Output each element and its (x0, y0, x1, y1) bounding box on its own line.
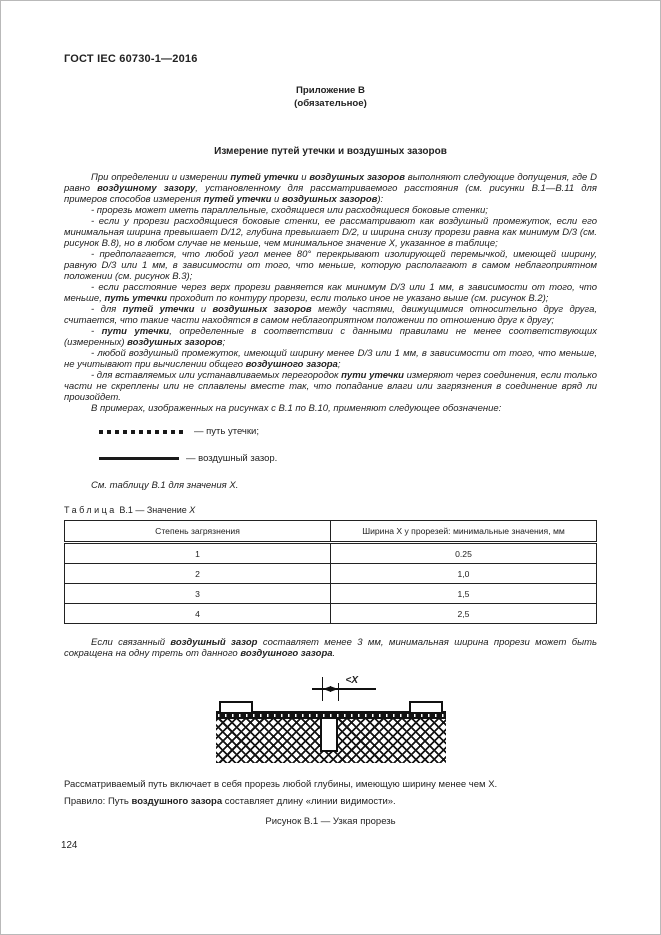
table-cell: 1,0 (331, 564, 597, 584)
conductive-part-left (219, 701, 253, 714)
annex-type: (обязательное) (294, 98, 367, 109)
figure-notes (64, 776, 597, 810)
after-table-text (64, 637, 597, 659)
figure-note-2: Правило: Путь воздушного зазора составляет длину «линии видимости». (64, 796, 396, 807)
see-table-note: См. таблицу В.1 для значения X. (91, 480, 239, 491)
table-caption (64, 505, 597, 515)
solid-line-swatch (99, 457, 179, 460)
annex-label: Приложение В (296, 85, 365, 96)
dimension-line (312, 688, 376, 690)
table-row (65, 604, 597, 624)
extension-line-right (338, 683, 340, 701)
legend-row-creepage (99, 426, 597, 437)
table-cell: 1,5 (331, 584, 597, 604)
paragraph: - если расстояние через верх прорези равняется как минимум D/3 или 1 мм, в зависимости от того, что меньше, путь утечки проходит по контуру прорези, если только иное не указано выше (см. рисунок В.2); (64, 282, 597, 304)
paragraph: - любой воздушный промежуток, имеющий ширину менее D/3 или 1 мм, в зависимости от того, что меньше, не учитывают при вычислении общего воздушного зазора; (64, 348, 597, 370)
paragraph: Если связанный воздушный зазор составляет менее 3 мм, минимальная ширина прорези может быть сокращена на одну треть от данного воздушного зазора. (64, 637, 598, 659)
paragraph: При определении и измерении путей утечки и воздушных зазоров выполняют следующие допущения, где D равно воздушному зазору, установленному для рассматриваемого расстояния (см. рисунки В.1—В.11 для примеров способов измерения путей утечки и воздушных зазоров): (64, 172, 598, 205)
dimension-label: <X (345, 675, 359, 686)
paragraph: - предполагается, что любой угол менее 80° перекрывают изолирующей перемычкой, имеющей ширину, равную D/3 или 1 мм, в зависимости от того, что меньше, которую располагают в самом неблагоприятном положении (см. рисунок В.3); (64, 249, 597, 282)
legend-label-creepage: — путь утечки; (194, 426, 259, 437)
paragraph: - если у прорези расходящиеся боковые стенки, ее рассматривают как воздушный промежуток, если его минимальная ширина превышает D/12, глубина превышает D/2, и ширина снизу прорези равна как минимум D/3 (см. рисунок В.8), но в любом случае не меньше, чем минимальное значение X, указанное в таблице; (64, 216, 597, 249)
paragraph: - для вставляемых или устанавливаемых перегородок пути утечки измеряют через соединения, если только части не скреплены или не сплавлены вместе так, что попадание влаги или загрязнения в соединение вряд ли произойдет. (64, 370, 597, 403)
arrow-right-icon (330, 686, 338, 692)
table-caption-word: Таблица (64, 505, 117, 515)
table-cell: 3 (65, 584, 331, 604)
paragraph: - пути утечки, определенные в соответствии с данными правилами не менее соответствующих (измеренных) воздушных зазоров; (64, 326, 597, 348)
table-row (65, 543, 597, 564)
table-cell: 0.25 (331, 543, 597, 564)
paragraph: - прорезь может иметь параллельные, сходящиеся или расходящиеся боковые стенки; (91, 205, 488, 216)
paragraph: - для путей утечки и воздушных зазоров между частями, движущимися относительно друг друга, считается, что такие части находятся в самом неблагоприятном положении по отношению друг к другу; (64, 304, 597, 326)
page-title: Измерение путей утечки и воздушных зазоров (214, 146, 447, 157)
legend-row-clearance (99, 453, 597, 464)
table-header-pollution-degree: Степень загрязнения (65, 521, 331, 543)
table-row (65, 564, 597, 584)
figure-drawing (216, 701, 446, 763)
dimension-annotation (216, 675, 446, 701)
conductive-part-right (409, 701, 443, 714)
table-cell: 4 (65, 604, 331, 624)
table-cell: 2 (65, 564, 331, 584)
doc-code: ГОСТ IEC 60730-1—2016 (64, 53, 198, 65)
table-cell: 2,5 (331, 604, 597, 624)
figure-note-1: Рассматриваемый путь включает в себя прорезь любой глубины, имеющую ширину менее чем X. (64, 779, 498, 790)
page-number: 124 (61, 840, 78, 851)
legend-label-clearance: — воздушный зазор. (186, 453, 278, 464)
dotted-line-swatch (99, 430, 187, 434)
table-header-row (65, 521, 597, 543)
figure-b1 (216, 675, 446, 763)
narrow-groove (320, 719, 338, 752)
table-b1 (64, 520, 597, 624)
table-row (65, 584, 597, 604)
table-cell: 1 (65, 543, 331, 564)
figure-caption: Рисунок В.1 — Узкая прорезь (265, 816, 396, 827)
table-caption-var: X (189, 505, 196, 515)
table-header-width-x: Ширина X у прорезей: минимальные значения, мм (331, 521, 597, 543)
annex-heading (64, 84, 597, 110)
legend (64, 426, 597, 464)
body-text (64, 172, 597, 414)
paragraph: В примерах, изображенных на рисунках с В.1 по В.10, применяют следующее обозначение: (91, 403, 502, 414)
table-caption-rest: В.1 — Значение (119, 505, 187, 515)
